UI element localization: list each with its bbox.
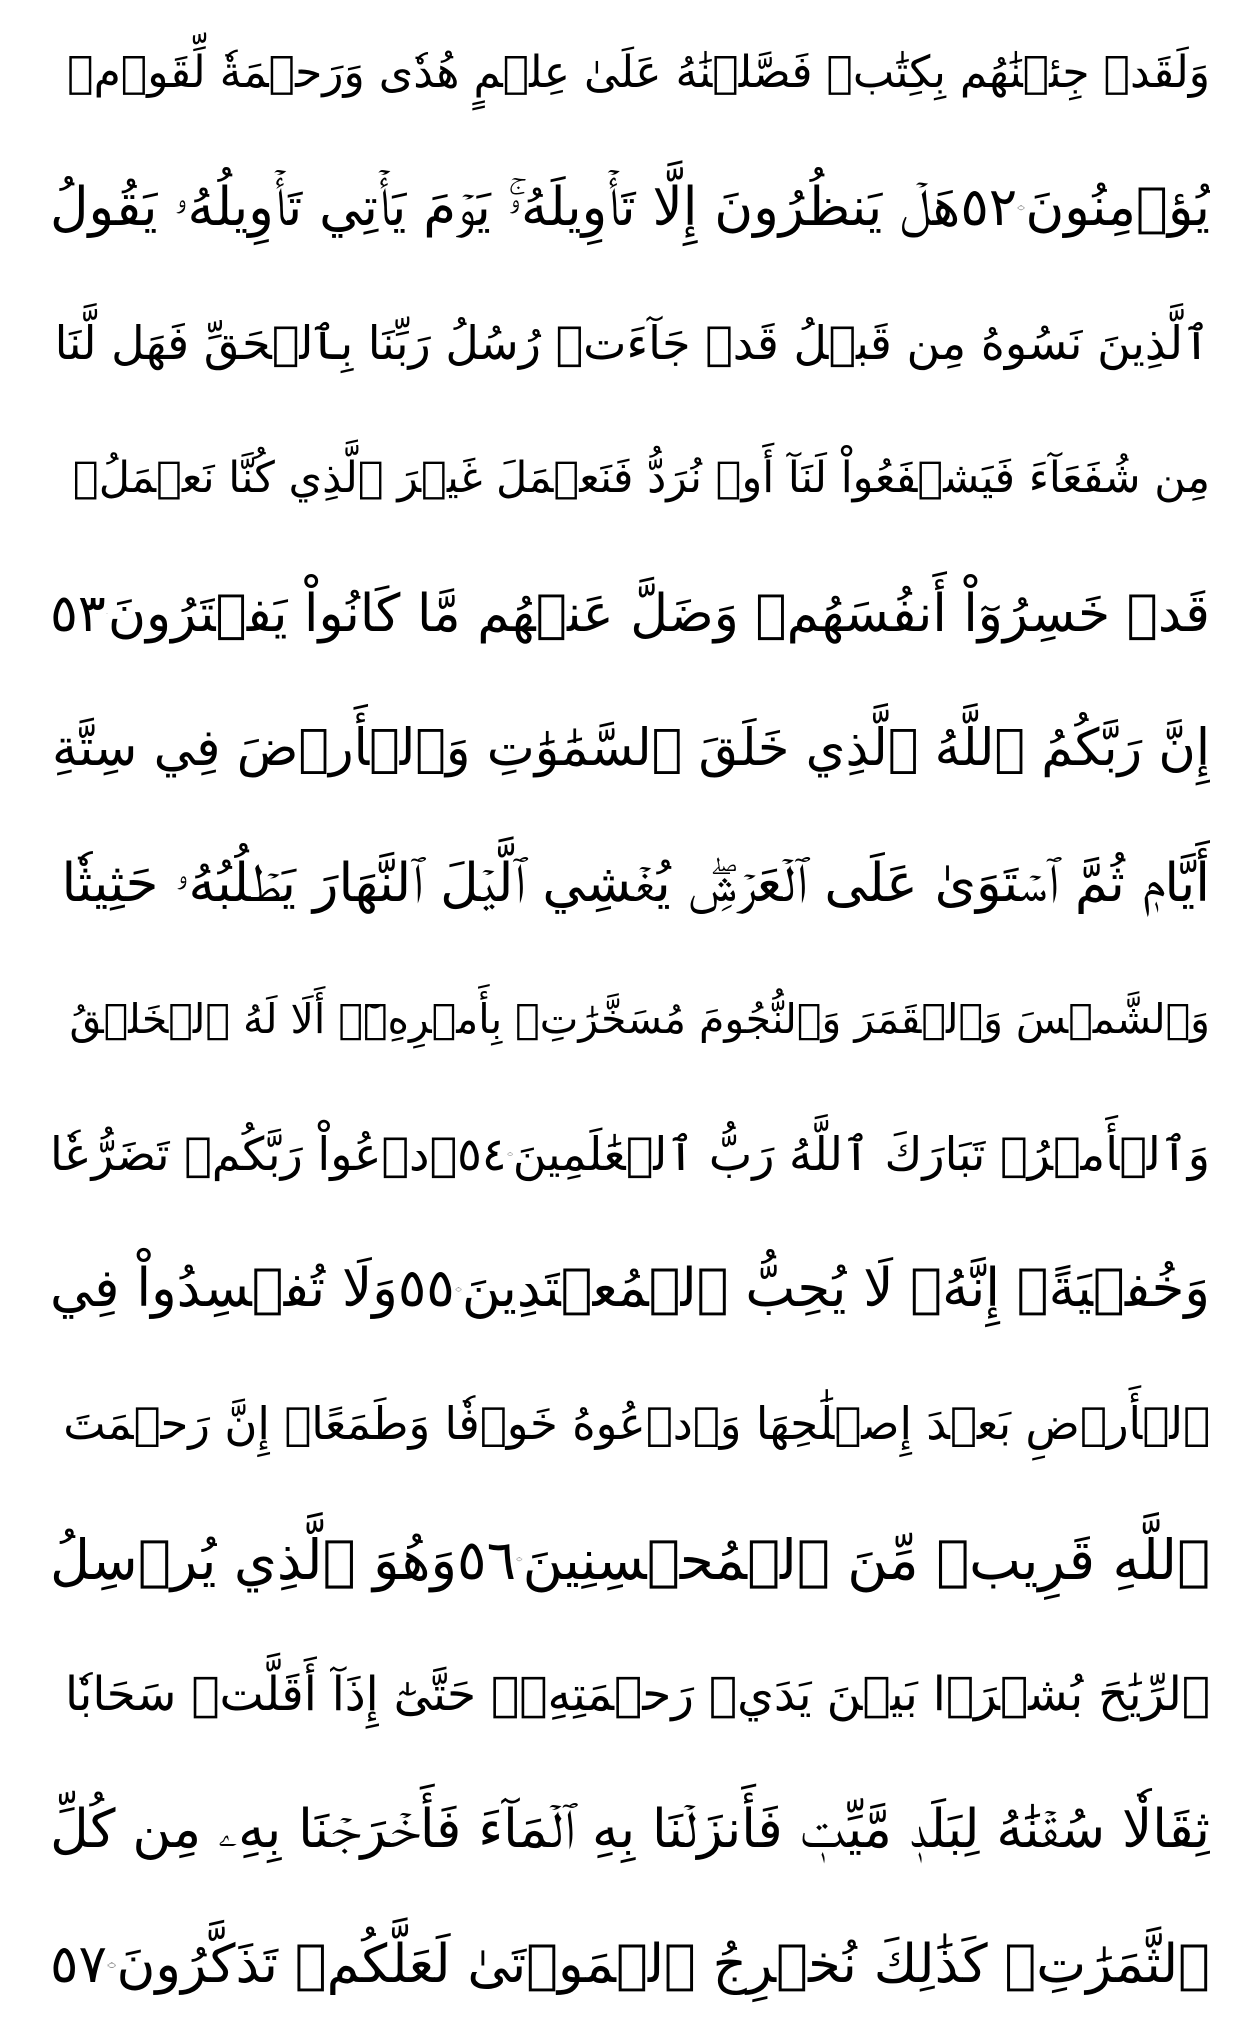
ayah-end-marker [960,176,1025,240]
ayah-end-marker [398,1257,462,1321]
verse-text: وَلَقَدۡ جِئۡنَٰهُم بِكِتَٰبٖ فَصَّلۡنَٰهُ عَلَىٰ عِلۡمٍ هُدٗى وَرَحۡمَةٗ لِّقَوۡمٖ [67,47,1210,98]
text-line [50,956,1210,1082]
text-line [50,1767,1210,1893]
ayah-end-marker [457,1528,523,1592]
verse-text: ٱلَّذِينَ نَسُوهُ مِن قَبۡلُ قَدۡ جَآءَتۡ رُسُلُ رَبِّنَا بِٱلۡحَقِّ فَهَل لَّنَا [54,316,1210,371]
ayah-ornament-icon [1017,205,1025,210]
ayah-end-marker [457,1122,513,1186]
ayah-end-marker [50,582,108,646]
text-line [50,1361,1210,1487]
ayah-number: ٥٢ [960,177,1018,239]
text-line [50,686,1210,812]
verse-text: أَيَّامٖ ثُمَّ ٱسۡتَوَىٰ عَلَى ٱلۡعَرۡشِۖ يُغۡشِي ٱلَّيۡلَ ٱلنَّهَارَ يَطۡلُبُهُۥ حَثِيثٗا [61,852,1210,914]
ayah-end-marker [50,1933,116,1997]
verse-text: ٱلرِّيَٰحَ بُشۡرَۢا بَيۡنَ يَدَيۡ رَحۡمَتِهِۦۖ حَتَّىٰٓ إِذَآ أَقَلَّتۡ سَحَابٗا [64,1666,1210,1722]
ayah-ornament-icon [455,1287,462,1292]
text-line [50,145,1210,271]
ayah-ornament-icon [516,1557,522,1561]
verse-text: وَهُوَ ٱلَّذِي يُرۡسِلُ [50,1527,458,1592]
text-line [50,280,1210,406]
text-line [50,1632,1210,1758]
verse-text: وَلَا تُفۡسِدُواْ فِي [50,1258,398,1320]
verse-text: ٱلۡأَرۡضِ بَعۡدَ إِصۡلَٰحِهَا وَٱدۡعُوهُ خَوۡفٗا وَطَمَعًاۚ إِنَّ رَحۡمَتَ [63,1397,1210,1451]
ayah-ornament-icon [106,613,108,614]
ayah-number: ٥٥ [397,1258,455,1320]
text-line [50,1226,1210,1352]
text-lines [50,10,1210,2028]
text-line [50,10,1210,136]
text-line [50,415,1210,541]
text-line [50,821,1210,947]
ayah-ornament-icon [107,1962,117,1968]
verse-text: وَٱلۡأَمۡرُۗ تَبَارَكَ ٱللَّهُ رَبُّ ٱلۡعَٰلَمِينَ [512,1127,1210,1182]
verse-text: ٱلثَّمَرَٰتِۚ كَذَٰلِكَ نُخۡرِجُ ٱلۡمَوۡتَىٰ لَعَلَّكُمۡ تَذَكَّرُونَ [116,1933,1210,1995]
ayah-number: ٥٤ [457,1127,507,1182]
verse-text: ثِقَالٗا سُقۡنَٰهُ لِبَلَدٖ مَّيِّتٖ فَأَنزَلۡنَا بِهِ ٱلۡمَآءَ فَأَخۡرَجۡنَا بِهِۦ مِن كُلِّ [50,1798,1210,1860]
verse-text: وَخُفۡيَةًۚ إِنَّهُۥ لَا يُحِبُّ ٱلۡمُعۡتَدِينَ [461,1258,1210,1320]
text-line [50,1497,1210,1623]
verse-text: مِن شُفَعَآءَ فَيَشۡفَعُواْ لَنَآ أَوۡ نُرَدُّ فَنَعۡمَلَ غَيۡرَ ٱلَّذِي كُنَّا نَعۡمَلُۚ [72,453,1210,504]
text-line [50,1902,1210,2028]
verse-text: ٱدۡعُواْ رَبَّكُمۡ تَضَرُّعٗا [50,1127,458,1182]
verse-text: وَٱلشَّمۡسَ وَٱلۡقَمَرَ وَٱلنُّجُومَ مُسَخَّرَٰتِۭ بِأَمۡرِهِۦٓۗ أَلَا لَهُ ٱلۡخَلۡقُ [69,994,1210,1043]
ayah-number: ٥٧ [50,1933,107,1995]
verse-text: قَدۡ خَسِرُوٓاْ أَنفُسَهُمۡ وَضَلَّ عَنۡهُم مَّا كَانُواْ يَفۡتَرُونَ [107,583,1210,644]
verse-text: هَلۡ يَنظُرُونَ إِلَّا تَأۡوِيلَهُۥۚ يَوۡمَ يَأۡتِي تَأۡوِيلُهُۥ يَقُولُ [50,177,961,239]
verse-text: إِنَّ رَبَّكُمُ ٱللَّهُ ٱلَّذِي خَلَقَ ٱلسَّمَٰوَٰتِ وَٱلۡأَرۡضَ فِي سِتَّةِ [51,718,1210,778]
text-line [50,1091,1210,1217]
verse-text: ٱللَّهِ قَرِيبٞ مِّنَ ٱلۡمُحۡسِنِينَ [522,1527,1210,1592]
text-line [50,551,1210,677]
ayah-ornament-icon [507,1152,513,1156]
ayah-number: ٥٣ [50,583,106,644]
verse-text: يُؤۡمِنُونَ [1025,177,1210,239]
ayah-number: ٥٦ [457,1527,517,1592]
